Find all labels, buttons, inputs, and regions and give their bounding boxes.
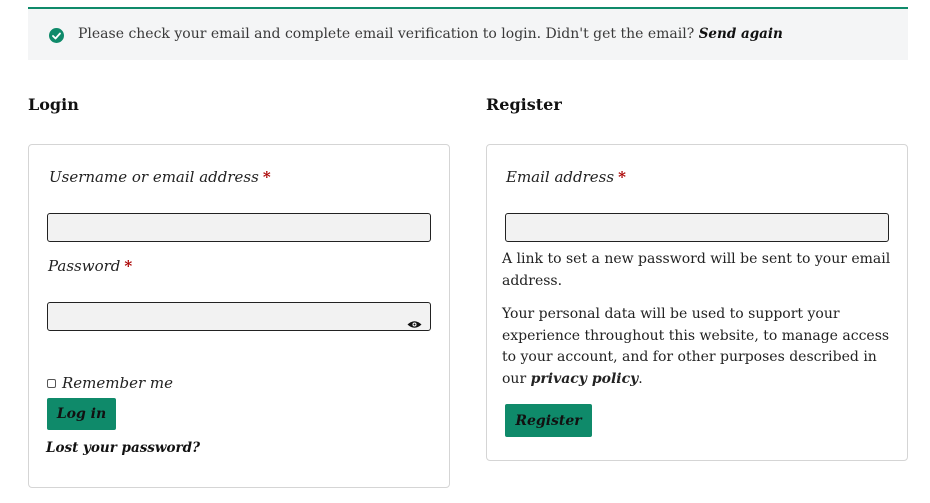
register-title: Register <box>486 95 562 114</box>
verification-notice <box>28 7 908 60</box>
remember-me[interactable] <box>47 374 173 392</box>
remember-me-label: Remember me <box>62 374 174 392</box>
password-link-info: A link to set a new password will be sent to your email address. <box>502 251 891 289</box>
required-mark: * <box>262 168 271 186</box>
show-password-eye-icon[interactable] <box>407 314 422 333</box>
notice-message <box>78 26 783 42</box>
register-button[interactable]: Register <box>505 404 592 437</box>
required-mark: * <box>124 257 133 275</box>
password-input[interactable] <box>47 302 431 331</box>
required-mark: * <box>618 168 626 186</box>
login-title: Login <box>28 95 79 114</box>
privacy-end: . <box>638 370 643 387</box>
login-button[interactable]: Log in <box>47 398 116 430</box>
email-label <box>506 168 626 186</box>
email-input[interactable] <box>505 213 889 242</box>
privacy-policy-link[interactable]: privacy policy <box>530 370 639 387</box>
privacy-notice <box>502 304 897 390</box>
notice-text: Please check your email and complete email verification to login. Didn't get the email? <box>78 26 695 42</box>
password-label-text: Password <box>48 257 121 275</box>
privacy-text: Your personal data will be used to support your experience throughout this website, to manage access to your account, and for other purposes described in our <box>502 306 890 387</box>
check-circle-icon <box>49 28 64 43</box>
send-again-link[interactable]: Send again <box>698 26 783 42</box>
username-label <box>49 168 271 186</box>
username-label-text: Username or email address <box>49 168 259 186</box>
lost-password-link[interactable]: Lost your password? <box>46 440 200 456</box>
username-input[interactable] <box>47 213 431 242</box>
password-label <box>48 257 132 275</box>
email-label-text: Email address <box>506 168 615 186</box>
remember-me-checkbox[interactable] <box>47 379 56 388</box>
